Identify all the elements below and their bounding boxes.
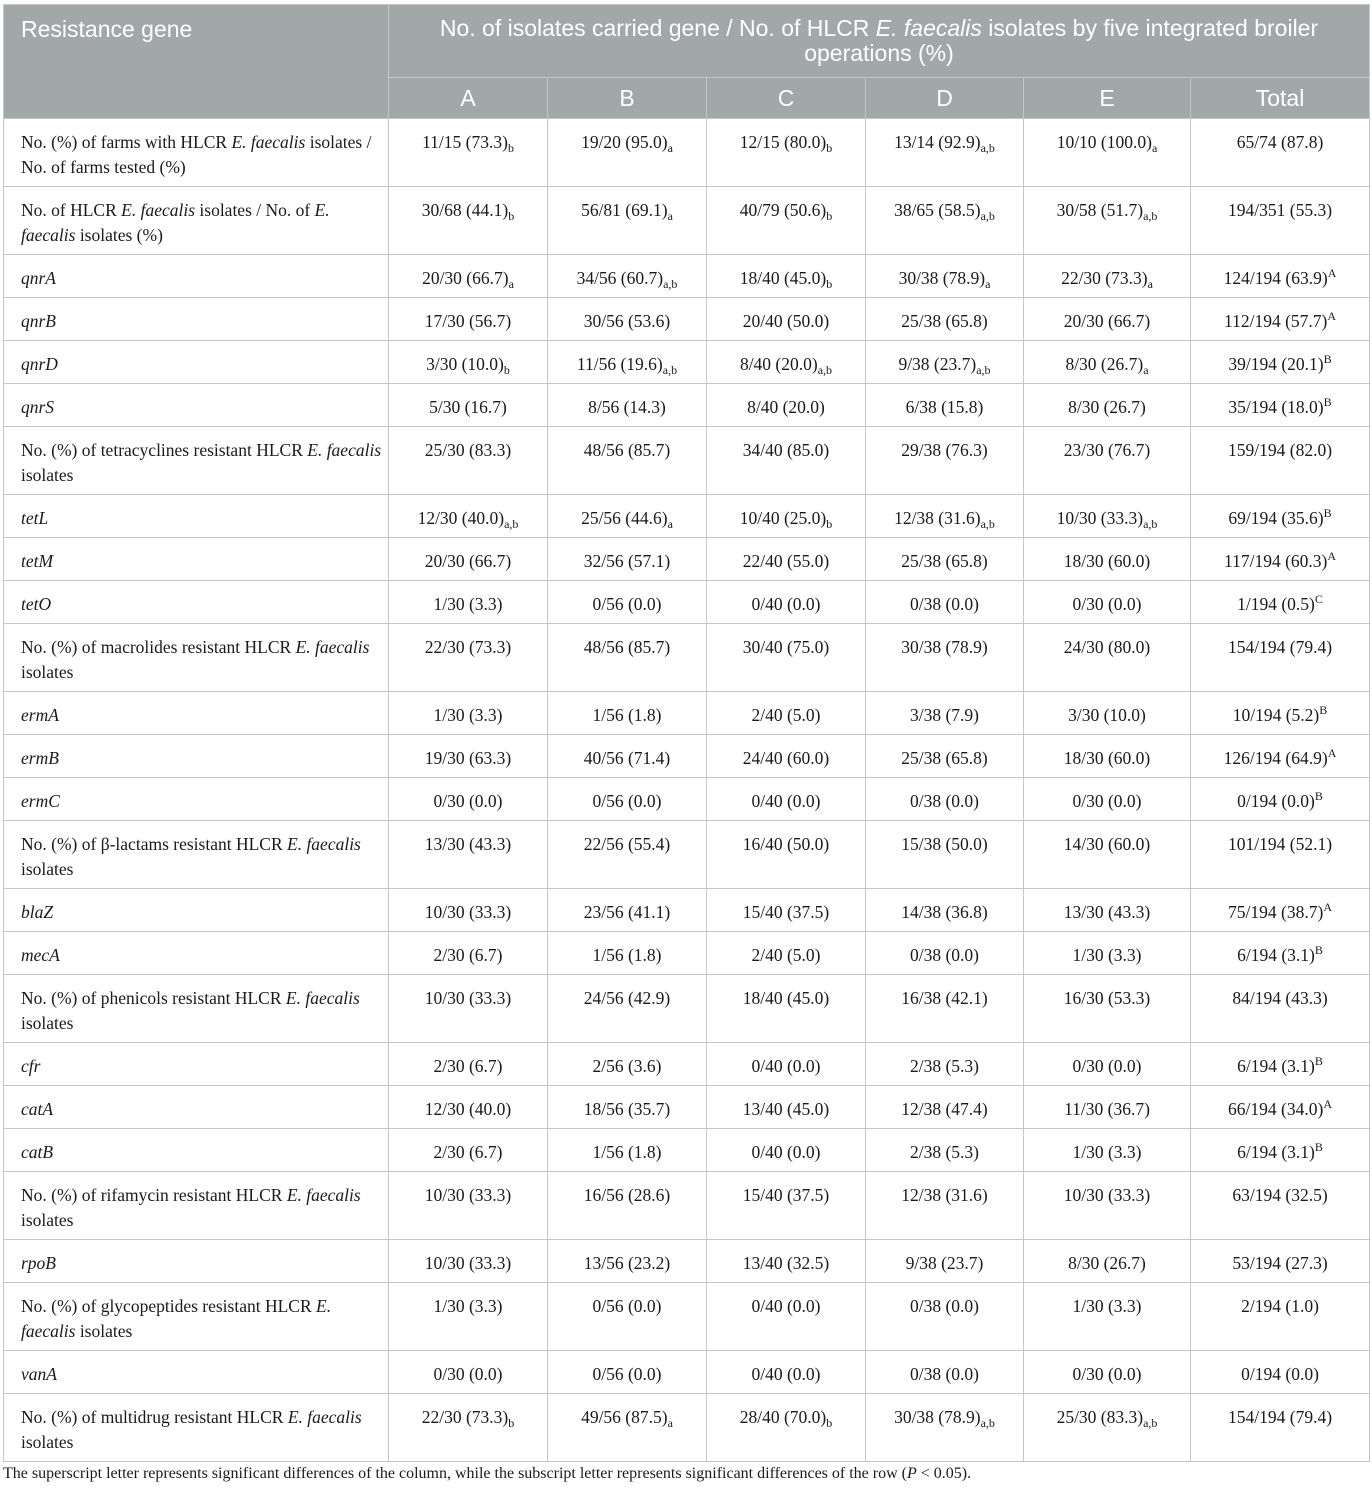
table-cell: 2/56 (3.6) xyxy=(548,1043,707,1086)
row-significance-letter: a,b xyxy=(817,363,833,377)
row-significance-letter: a xyxy=(667,141,673,155)
table-cell: 22/30 (73.3) xyxy=(389,624,548,692)
species-name: E. faecalis xyxy=(875,15,982,41)
column-header: E xyxy=(1024,78,1191,119)
column-header: Total xyxy=(1191,78,1370,119)
table-cell: 11/15 $(73.3)_b$ xyxy=(389,119,548,187)
table-cell: 3/30 $(10.0)_b$ xyxy=(389,341,548,384)
table-cell: 22/30 $(73.3)_b$ xyxy=(389,1394,548,1462)
column-significance-letter: B xyxy=(1314,1054,1323,1068)
table-cell: 6/194 $(3.1)^B$ xyxy=(1191,932,1370,975)
table-cell: 12/30 (40.0) xyxy=(389,1086,548,1129)
table-cell: 2/38 (5.3) xyxy=(866,1043,1024,1086)
table-cell: 17/30 (56.7) xyxy=(389,298,548,341)
table-cell: 126/194 $(64.9)^A$ xyxy=(1191,735,1370,778)
table-cell: 15/38 (50.0) xyxy=(866,821,1024,889)
table-cell: 66/194 $(34.0)^A$ xyxy=(1191,1086,1370,1129)
table-cell: 84/194 (43.3) xyxy=(1191,975,1370,1043)
table-cell: 3/38 (7.9) xyxy=(866,692,1024,735)
row-significance-letter: b xyxy=(826,277,833,291)
row-significance-letter: a,b xyxy=(980,517,995,531)
italic-text: catB xyxy=(21,1142,54,1162)
row-label: No. (%) of farms with HLCR E. faecalis isolates / No. of farms tested (%) xyxy=(4,119,389,187)
row-label xyxy=(4,298,389,341)
table-row xyxy=(4,298,1370,341)
table-row xyxy=(4,1351,1370,1394)
column-significance-letter: A xyxy=(1327,549,1337,563)
row-significance-letter: a,b xyxy=(1143,1416,1158,1430)
table-cell: 2/30 (6.7) xyxy=(389,1129,548,1172)
table-cell: 10/30 (33.3) xyxy=(389,1172,548,1240)
table-cell: 10/194 $(5.2)^B$ xyxy=(1191,692,1370,735)
table-cell: 8/30 $(26.7)_a$ xyxy=(1024,341,1191,384)
table-cell: 19/20 $(95.0)_a$ xyxy=(548,119,707,187)
row-label xyxy=(4,341,389,384)
table-row xyxy=(4,821,1370,889)
table-cell: 25/30 (83.3) xyxy=(389,427,548,495)
table-cell: 30/38 $(78.9)_{a,b}$ xyxy=(866,1394,1024,1462)
table-row xyxy=(4,692,1370,735)
table-cell: 49/56 $(87.5)_a$ xyxy=(548,1394,707,1462)
column-significance-letter: A xyxy=(1327,746,1337,760)
table-cell: 0/40 (0.0) xyxy=(707,1351,866,1394)
table-row xyxy=(4,778,1370,821)
row-significance-letter: b xyxy=(826,1416,833,1430)
table-cell: 22/56 (55.4) xyxy=(548,821,707,889)
row-significance-letter: b xyxy=(503,363,510,377)
row-label xyxy=(4,581,389,624)
table-row xyxy=(4,1043,1370,1086)
table-cell: 2/30 (6.7) xyxy=(389,1043,548,1086)
table-cell: 20/30 (66.7) xyxy=(1024,298,1191,341)
table-row xyxy=(4,1240,1370,1283)
table-cell: 0/30 (0.0) xyxy=(1024,1351,1191,1394)
row-label xyxy=(4,1043,389,1086)
italic-text: E. faecalis xyxy=(287,834,361,854)
table-cell: 34/40 (85.0) xyxy=(707,427,866,495)
column-significance-letter: B xyxy=(1323,506,1332,520)
resistance-gene-table xyxy=(3,4,1370,1462)
table-cell: 30/40 (75.0) xyxy=(707,624,866,692)
table-cell: 25/38 (65.8) xyxy=(866,298,1024,341)
table-cell: 13/40 (45.0) xyxy=(707,1086,866,1129)
row-significance-letter: a,b xyxy=(980,209,995,223)
row-label xyxy=(4,1129,389,1172)
table-cell: 0/30 (0.0) xyxy=(389,1351,548,1394)
table-cell: 112/194 $(57.7)^A$ xyxy=(1191,298,1370,341)
row-significance-letter: b xyxy=(826,209,833,223)
table-cell: 22/40 (55.0) xyxy=(707,538,866,581)
table-cell: 0/30 (0.0) xyxy=(1024,581,1191,624)
table-cell: 10/30 (33.3) xyxy=(389,889,548,932)
italic-text: catA xyxy=(21,1099,54,1119)
column-significance-letter: B xyxy=(1314,789,1323,803)
table-cell: 40/79 $(50.6)_b$ xyxy=(707,187,866,255)
table-cell: 117/194 $(60.3)^A$ xyxy=(1191,538,1370,581)
table-cell: 18/30 (60.0) xyxy=(1024,538,1191,581)
row-label: No. (%) of rifamycin resistant HLCR E. faecalis isolates xyxy=(4,1172,389,1240)
table-cell: 10/10 $(100.0)_a$ xyxy=(1024,119,1191,187)
table-cell: 124/194 $(63.9)^A$ xyxy=(1191,255,1370,298)
column-significance-letter: B xyxy=(1314,1140,1323,1154)
table-cell: 12/38 $(31.6)_{a,b}$ xyxy=(866,495,1024,538)
table-cell: 8/56 (14.3) xyxy=(548,384,707,427)
table-cell: 30/38 $(78.9)_a$ xyxy=(866,255,1024,298)
column-header: A xyxy=(389,78,548,119)
table-cell: 0/40 (0.0) xyxy=(707,1283,866,1351)
table-row xyxy=(4,1394,1370,1462)
table-cell: 30/56 (53.6) xyxy=(548,298,707,341)
italic-text: vanA xyxy=(21,1364,57,1384)
table-cell: 0/38 (0.0) xyxy=(866,932,1024,975)
italic-text: E. faecalis xyxy=(287,1407,362,1427)
table-cell: 12/30 $(40.0)_{a,b}$ xyxy=(389,495,548,538)
italic-text: E. faecalis xyxy=(21,1296,332,1341)
table-cell: 1/30 (3.3) xyxy=(1024,932,1191,975)
row-label xyxy=(4,255,389,298)
table-cell: 1/30 (3.3) xyxy=(389,692,548,735)
table-cell: 11/56 $(19.6)_{a,b}$ xyxy=(548,341,707,384)
row-label: No. (%) of tetracyclines resistant HLCR E. faecalis isolates xyxy=(4,427,389,495)
table-row xyxy=(4,975,1370,1043)
italic-text: E. faecalis xyxy=(307,440,382,460)
row-label xyxy=(4,932,389,975)
italic-text: tetM xyxy=(21,551,54,571)
table-cell: 24/40 (60.0) xyxy=(707,735,866,778)
table-cell: 18/30 (60.0) xyxy=(1024,735,1191,778)
table-cell: 13/14 $(92.9)_{a,b}$ xyxy=(866,119,1024,187)
table-cell: 69/194 $(35.6)^B$ xyxy=(1191,495,1370,538)
table-cell: 13/40 (32.5) xyxy=(707,1240,866,1283)
table-row xyxy=(4,932,1370,975)
column-significance-letter: C xyxy=(1314,592,1323,606)
table-cell: 0/40 (0.0) xyxy=(707,1129,866,1172)
table-cell: 53/194 (27.3) xyxy=(1191,1240,1370,1283)
italic-text: tetO xyxy=(21,594,52,614)
table-cell: 2/30 (6.7) xyxy=(389,932,548,975)
table-cell: 22/30 $(73.3)_a$ xyxy=(1024,255,1191,298)
table-cell: 1/56 (1.8) xyxy=(548,692,707,735)
table-cell: 12/38 (31.6) xyxy=(866,1172,1024,1240)
table-row xyxy=(4,1172,1370,1240)
table-cell: 35/194 $(18.0)^B$ xyxy=(1191,384,1370,427)
table-cell: 1/30 (3.3) xyxy=(389,581,548,624)
row-label: No. (%) of phenicols resistant HLCR E. faecalis isolates xyxy=(4,975,389,1043)
row-label: No. (%) of glycopeptides resistant HLCR E. faecalis isolates xyxy=(4,1283,389,1351)
table-cell: 154/194 (79.4) xyxy=(1191,624,1370,692)
row-label xyxy=(4,735,389,778)
row-significance-letter: a xyxy=(985,277,991,291)
table-cell: 29/38 (76.3) xyxy=(866,427,1024,495)
row-significance-letter: a xyxy=(667,209,673,223)
table-cell: 20/30 (66.7) xyxy=(389,538,548,581)
table-cell: 6/38 (15.8) xyxy=(866,384,1024,427)
row-significance-letter: b xyxy=(508,209,515,223)
table-cell: 154/194 (79.4) xyxy=(1191,1394,1370,1462)
italic-text: P xyxy=(906,1465,917,1482)
table-cell: 0/56 (0.0) xyxy=(548,1283,707,1351)
table-row xyxy=(4,119,1370,187)
column-significance-letter: B xyxy=(1314,943,1323,957)
table-cell: 10/30 (33.3) xyxy=(1024,1172,1191,1240)
table-row xyxy=(4,427,1370,495)
table-cell: 23/30 (76.7) xyxy=(1024,427,1191,495)
table-cell: 0/38 (0.0) xyxy=(866,778,1024,821)
table-cell: 1/30 (3.3) xyxy=(1024,1129,1191,1172)
table-cell: 3/30 (10.0) xyxy=(1024,692,1191,735)
row-label xyxy=(4,778,389,821)
table-cell: 13/56 (23.2) xyxy=(548,1240,707,1283)
table-cell: 30/38 (78.9) xyxy=(866,624,1024,692)
table-cell: 12/15 $(80.0)_b$ xyxy=(707,119,866,187)
table-cell: 8/30 (26.7) xyxy=(1024,384,1191,427)
table-cell: 6/194 $(3.1)^B$ xyxy=(1191,1043,1370,1086)
table-cell: 28/40 $(70.0)_b$ xyxy=(707,1394,866,1462)
table-row xyxy=(4,384,1370,427)
row-significance-letter: a,b xyxy=(1143,517,1158,531)
table-cell: 39/194 $(20.1)^B$ xyxy=(1191,341,1370,384)
table-cell: 1/56 (1.8) xyxy=(548,932,707,975)
table-row xyxy=(4,341,1370,384)
column-significance-letter: B xyxy=(1323,352,1332,366)
column-significance-letter: A xyxy=(1323,1097,1332,1111)
table-cell: 0/30 (0.0) xyxy=(1024,778,1191,821)
table-cell: 16/40 (50.0) xyxy=(707,821,866,889)
row-significance-letter: a xyxy=(1151,141,1158,155)
table-cell: 25/38 (65.8) xyxy=(866,735,1024,778)
row-label xyxy=(4,692,389,735)
italic-text: tetL xyxy=(21,508,49,528)
table-cell: 1/194 $(0.5)^C$ xyxy=(1191,581,1370,624)
table-cell: 1/30 (3.3) xyxy=(1024,1283,1191,1351)
table-cell: 159/194 (82.0) xyxy=(1191,427,1370,495)
table-cell: 13/30 (43.3) xyxy=(1024,889,1191,932)
italic-text: ermB xyxy=(21,748,59,768)
column-significance-letter: A xyxy=(1323,900,1332,914)
column-significance-letter: B xyxy=(1323,395,1332,409)
table-row xyxy=(4,187,1370,255)
table-cell: 40/56 (71.4) xyxy=(548,735,707,778)
table-row xyxy=(4,889,1370,932)
table-cell: 13/30 (43.3) xyxy=(389,821,548,889)
table-footnote: The superscript letter represents significant differences of the column, while the subscript letter represents significant differences of the row (P < 0.05). xyxy=(3,1465,972,1482)
column-significance-letter: A xyxy=(1327,266,1337,280)
table-cell: 19/30 (63.3) xyxy=(389,735,548,778)
table-cell: 32/56 (57.1) xyxy=(548,538,707,581)
table-cell: 15/40 (37.5) xyxy=(707,889,866,932)
table-cell: 6/194 $(3.1)^B$ xyxy=(1191,1129,1370,1172)
italic-text: qnrS xyxy=(21,397,55,417)
table-cell: 8/40 (20.0) xyxy=(707,384,866,427)
table-cell: 0/194 $(0.0)^B$ xyxy=(1191,778,1370,821)
table-cell: 101/194 (52.1) xyxy=(1191,821,1370,889)
column-header: C xyxy=(707,78,866,119)
table-cell: 25/56 $(44.6)_a$ xyxy=(548,495,707,538)
table-cell: 18/40 $(45.0)_b$ xyxy=(707,255,866,298)
table-cell: 0/40 (0.0) xyxy=(707,778,866,821)
table-cell: 0/38 (0.0) xyxy=(866,581,1024,624)
italic-text: E. faecalis xyxy=(286,1185,361,1205)
table-cell: 23/56 (41.1) xyxy=(548,889,707,932)
italic-text: E. faecalis xyxy=(21,200,330,245)
italic-text: E. faecalis xyxy=(121,200,196,220)
table-cell: 8/30 (26.7) xyxy=(1024,1240,1191,1283)
table-cell: 56/81 $(69.1)_a$ xyxy=(548,187,707,255)
table-row xyxy=(4,581,1370,624)
table-cell: 0/40 (0.0) xyxy=(707,1043,866,1086)
table-cell: 1/56 (1.8) xyxy=(548,1129,707,1172)
table-cell: 0/194 (0.0) xyxy=(1191,1351,1370,1394)
table-cell: 0/38 (0.0) xyxy=(866,1283,1024,1351)
table-cell: 2/40 (5.0) xyxy=(707,932,866,975)
table-cell: 25/30 $(83.3)_{a,b}$ xyxy=(1024,1394,1191,1462)
table-cell: 194/351 (55.3) xyxy=(1191,187,1370,255)
table-cell: 10/30 (33.3) xyxy=(389,975,548,1043)
table-cell: 24/30 (80.0) xyxy=(1024,624,1191,692)
table-cell: 0/30 (0.0) xyxy=(1024,1043,1191,1086)
table-cell: 48/56 (85.7) xyxy=(548,624,707,692)
table-cell: 25/38 (65.8) xyxy=(866,538,1024,581)
header-row-top xyxy=(4,5,1370,78)
table-cell: 0/56 (0.0) xyxy=(548,1351,707,1394)
row-significance-letter: b xyxy=(826,141,833,155)
row-label: No. (%) of macrolides resistant HLCR E. faecalis isolates xyxy=(4,624,389,692)
row-significance-letter: a xyxy=(508,277,514,291)
table-cell: 0/56 (0.0) xyxy=(548,778,707,821)
table-cell: 0/30 (0.0) xyxy=(389,778,548,821)
row-significance-letter: b xyxy=(508,1416,515,1430)
table-cell: 10/40 $(25.0)_b$ xyxy=(707,495,866,538)
table-cell: 9/38 (23.7) xyxy=(866,1240,1024,1283)
table-cell: 8/40 $(20.0)_{a,b}$ xyxy=(707,341,866,384)
row-significance-letter: a,b xyxy=(504,517,519,531)
row-label xyxy=(4,1240,389,1283)
row-significance-letter: a,b xyxy=(980,141,995,155)
italic-text: qnrD xyxy=(21,354,58,374)
column-significance-letter: A xyxy=(1327,309,1337,323)
table-cell: 16/38 (42.1) xyxy=(866,975,1024,1043)
table-cell: 20/30 $(66.7)_a$ xyxy=(389,255,548,298)
table-row xyxy=(4,624,1370,692)
row-significance-letter: a,b xyxy=(976,363,991,377)
row-label xyxy=(4,1351,389,1394)
column-significance-letter: B xyxy=(1319,703,1328,717)
table-cell: 9/38 $(23.7)_{a,b}$ xyxy=(866,341,1024,384)
table-row xyxy=(4,495,1370,538)
italic-text: rpoB xyxy=(21,1253,56,1273)
row-significance-letter: a xyxy=(667,517,673,531)
table-cell: 2/40 (5.0) xyxy=(707,692,866,735)
row-significance-letter: b xyxy=(826,517,833,531)
column-header: B xyxy=(548,78,707,119)
table-cell: 0/38 (0.0) xyxy=(866,1351,1024,1394)
row-label xyxy=(4,495,389,538)
italic-text: E. faecalis xyxy=(231,132,306,152)
table-body xyxy=(4,119,1370,1462)
table-row xyxy=(4,255,1370,298)
table-cell: 14/30 (60.0) xyxy=(1024,821,1191,889)
row-significance-letter: a xyxy=(1147,277,1153,291)
table-row xyxy=(4,1086,1370,1129)
table-cell: 48/56 (85.7) xyxy=(548,427,707,495)
table-cell: 20/40 (50.0) xyxy=(707,298,866,341)
italic-text: blaZ xyxy=(21,902,54,922)
row-significance-letter: a,b xyxy=(1143,209,1158,223)
table-cell: 16/56 (28.6) xyxy=(548,1172,707,1240)
row-label xyxy=(4,889,389,932)
table-row xyxy=(4,1129,1370,1172)
row-significance-letter: a,b xyxy=(662,363,678,377)
table-cell: 0/56 (0.0) xyxy=(548,581,707,624)
table-cell: 65/74 (87.8) xyxy=(1191,119,1370,187)
table-cell: 0/40 (0.0) xyxy=(707,581,866,624)
table-cell: 30/58 $(51.7)_{a,b}$ xyxy=(1024,187,1191,255)
table-row xyxy=(4,1283,1370,1351)
italic-text: E. faecalis xyxy=(295,637,370,657)
table-cell: 5/30 (16.7) xyxy=(389,384,548,427)
italic-text: ermC xyxy=(21,791,60,811)
table-cell: 38/65 $(58.5)_{a,b}$ xyxy=(866,187,1024,255)
header-isolates-by-operation: No. of isolates carried gene / No. of HLCR E. faecalis isolates by five integrated broiler operations (%) xyxy=(389,5,1370,78)
row-significance-letter: a,b xyxy=(663,277,678,291)
table-cell: 10/30 $(33.3)_{a,b}$ xyxy=(1024,495,1191,538)
table-cell: 30/68 $(44.1)_b$ xyxy=(389,187,548,255)
table-cell: 18/56 (35.7) xyxy=(548,1086,707,1129)
table-cell: 24/56 (42.9) xyxy=(548,975,707,1043)
row-significance-letter: b xyxy=(507,141,514,155)
row-label: No. (%) of multidrug resistant HLCR E. faecalis isolates xyxy=(4,1394,389,1462)
italic-text: E. faecalis xyxy=(285,988,360,1008)
table-cell: 10/30 (33.3) xyxy=(389,1240,548,1283)
table-cell: 63/194 (32.5) xyxy=(1191,1172,1370,1240)
table-cell: 1/30 (3.3) xyxy=(389,1283,548,1351)
table-cell: 18/40 (45.0) xyxy=(707,975,866,1043)
row-significance-letter: a xyxy=(667,1416,673,1430)
italic-text: qnrB xyxy=(21,311,56,331)
row-significance-letter: a xyxy=(1143,363,1149,377)
header-resistance-gene: Resistance gene xyxy=(4,5,389,119)
table-cell: 12/38 (47.4) xyxy=(866,1086,1024,1129)
table-cell: 15/40 (37.5) xyxy=(707,1172,866,1240)
table-cell: 75/194 $(38.7)^A$ xyxy=(1191,889,1370,932)
column-header: D xyxy=(866,78,1024,119)
row-label: No. (%) of β-lactams resistant HLCR E. faecalis isolates xyxy=(4,821,389,889)
row-label xyxy=(4,1086,389,1129)
table-cell: 2/194 (1.0) xyxy=(1191,1283,1370,1351)
row-label xyxy=(4,538,389,581)
table-row xyxy=(4,538,1370,581)
italic-text: qnrA xyxy=(21,268,56,288)
row-label xyxy=(4,384,389,427)
table-cell: 2/38 (5.3) xyxy=(866,1129,1024,1172)
italic-text: mecA xyxy=(21,945,60,965)
row-label: No. of HLCR E. faecalis isolates / No. of E. faecalis isolates (%) xyxy=(4,187,389,255)
table-cell: 14/38 (36.8) xyxy=(866,889,1024,932)
row-significance-letter: a,b xyxy=(980,1416,995,1430)
table-cell: 11/30 (36.7) xyxy=(1024,1086,1191,1129)
table-row xyxy=(4,735,1370,778)
italic-text: cfr xyxy=(21,1056,41,1076)
table-cell: 34/56 $(60.7)_{a,b}$ xyxy=(548,255,707,298)
italic-text: ermA xyxy=(21,705,59,725)
table-cell: 16/30 (53.3) xyxy=(1024,975,1191,1043)
